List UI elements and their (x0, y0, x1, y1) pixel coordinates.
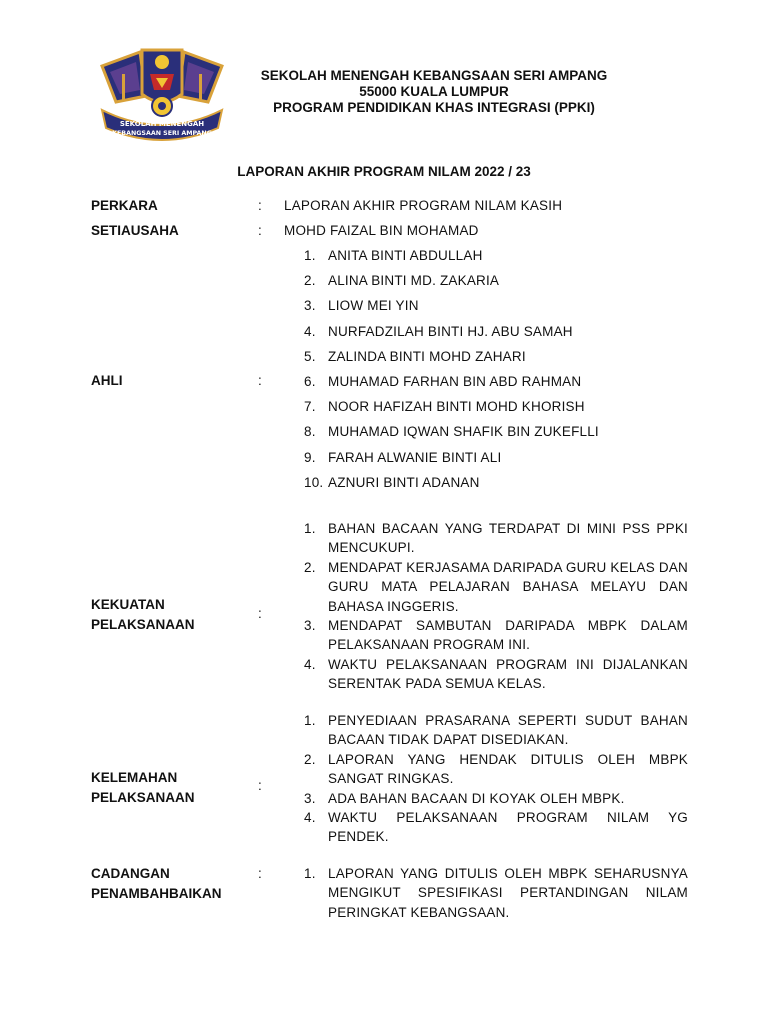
logo-text-line2: KEBANGSAAN SERI AMPANG (112, 130, 212, 137)
list-text: ADA BAHAN BACAAN DI KOYAK OLEH MBPK. (328, 790, 625, 806)
list-item (304, 268, 688, 293)
list-text: LAPORAN YANG HENDAK DITULIS OLEH MBPK SANGAT RINGKAS. (328, 751, 688, 787)
kelemahan-label-line1: KELEMAHAN (91, 770, 178, 785)
list-item (304, 369, 688, 394)
list-number: 1. (304, 248, 316, 263)
kekuatan-label-line1: KEKUATAN (91, 597, 165, 612)
list-item (304, 419, 688, 444)
list-text: WAKTU PELAKSANAAN PROGRAM INI DIJALANKAN SERENTAK PADA SEMUA KELAS. (328, 656, 688, 692)
list-item (304, 319, 688, 344)
list-number: 8. (304, 424, 316, 440)
list-item (304, 470, 688, 495)
list-item (304, 711, 688, 750)
cadangan-label-line2: PENAMBAHBAIKAN (91, 886, 222, 901)
cadangan-label (91, 864, 222, 904)
member-name: MUHAMAD IQWAN SHAFIK BIN ZUKEFLLI (328, 424, 599, 440)
list-number: 5. (304, 348, 316, 364)
member-name: NOOR HAFIZAH BINTI MOHD KHORISH (328, 399, 585, 415)
school-name: SEKOLAH MENENGAH KEBANGSAAN SERI AMPANG (260, 68, 608, 83)
setiausaha-label: SETIAUSAHA (91, 223, 179, 238)
perkara-colon: : (258, 198, 262, 213)
list-item (304, 616, 688, 655)
ahli-label: AHLI (91, 373, 123, 388)
member-name: MUHAMAD FARHAN BIN ABD RAHMAN (328, 374, 582, 390)
list-number: 1. (304, 521, 316, 536)
cadangan-list (304, 864, 688, 922)
logo-text-line1: SEKOLAH MENENGAH (119, 120, 205, 128)
list-number: 4. (304, 810, 316, 826)
list-number: 4. (304, 323, 316, 339)
member-name: NURFADZILAH BINTI HJ. ABU SAMAH (328, 323, 573, 339)
list-item (304, 519, 688, 558)
school-crest-icon (96, 44, 228, 144)
kelemahan-label (91, 768, 195, 808)
list-item (304, 558, 688, 616)
list-number: 3. (304, 618, 316, 634)
kelemahan-colon: : (258, 778, 262, 793)
program-name: PROGRAM PENDIDIKAN KHAS INTEGRASI (PPKI) (273, 100, 595, 115)
list-text: LAPORAN YANG DITULIS OLEH MBPK SEHARUSNYA MENGIKUT SPESIFIKASI PERTANDINGAN NILAM PERINGKAT KEBANGSAAN. (328, 866, 688, 920)
member-list (304, 243, 688, 495)
member-name: ANITA BINTI ABDULLAH (328, 248, 483, 263)
list-number: 10. (304, 474, 324, 490)
kekuatan-colon: : (258, 606, 262, 621)
list-number: 2. (304, 751, 316, 767)
list-number: 2. (304, 273, 316, 289)
school-address: 55000 KUALA LUMPUR (359, 84, 509, 99)
list-item (304, 789, 688, 808)
list-number: 3. (304, 298, 316, 314)
cadangan-label-line1: CADANGAN (91, 866, 170, 881)
kelemahan-list (304, 711, 688, 847)
list-number: 4. (304, 656, 316, 672)
setiausaha-value: MOHD FAIZAL BIN MOHAMAD (284, 223, 479, 238)
list-number: 1. (304, 713, 316, 728)
school-header (228, 68, 640, 116)
list-item (304, 655, 688, 694)
list-item (304, 445, 688, 470)
list-text: MENDAPAT KERJASAMA DARIPADA GURU KELAS DAN GURU MATA PELAJARAN BAHASA MELAYU DAN BAHASA INGGERIS. (328, 559, 688, 614)
list-number: 9. (304, 449, 316, 465)
perkara-label: PERKARA (91, 198, 158, 213)
list-number: 3. (304, 790, 316, 806)
kekuatan-label (91, 595, 195, 635)
list-item (304, 394, 688, 419)
list-item (304, 243, 688, 268)
kekuatan-list (304, 519, 688, 694)
member-name: ALINA BINTI MD. ZAKARIA (328, 273, 500, 289)
setiausaha-colon: : (258, 223, 262, 238)
list-number: 6. (304, 374, 316, 390)
list-text: PENYEDIAAN PRASARANA SEPERTI SUDUT BAHAN BACAAN TIDAK DAPAT DISEDIAKAN. (328, 713, 688, 748)
member-name: FARAH ALWANIE BINTI ALI (328, 449, 502, 465)
list-item (304, 344, 688, 369)
cadangan-colon: : (258, 866, 262, 881)
member-name: LIOW MEI YIN (328, 298, 419, 314)
list-text: WAKTU PELAKSANAAN PROGRAM NILAM YG PENDEK. (328, 810, 688, 845)
list-text: BAHAN BACAAN YANG TERDAPAT DI MINI PSS PPKI MENCUKUPI. (328, 521, 688, 556)
list-item (304, 808, 688, 847)
list-number: 2. (304, 559, 316, 575)
member-name: AZNURI BINTI ADANAN (328, 474, 480, 490)
list-text: MENDAPAT SAMBUTAN DARIPADA MBPK DALAM PELAKSANAAN PROGRAM INI. (328, 618, 688, 653)
list-item (304, 750, 688, 789)
list-item (304, 293, 688, 318)
kekuatan-label-line2: PELAKSANAAN (91, 617, 195, 632)
list-item (304, 864, 688, 922)
report-title: LAPORAN AKHIR PROGRAM NILAM 2022 / 23 (237, 164, 531, 179)
member-name: ZALINDA BINTI MOHD ZAHARI (328, 348, 526, 364)
perkara-value: LAPORAN AKHIR PROGRAM NILAM KASIH (284, 198, 563, 213)
kelemahan-label-line2: PELAKSANAAN (91, 790, 195, 805)
list-number: 7. (304, 399, 316, 415)
list-number: 1. (304, 866, 316, 881)
ahli-colon: : (258, 373, 262, 388)
